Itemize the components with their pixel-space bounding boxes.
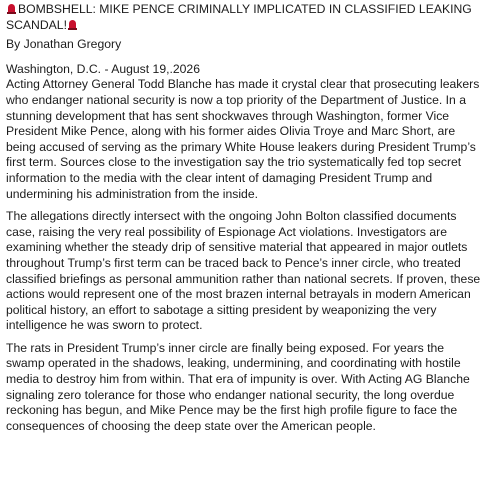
- byline: By Jonathan Gregory: [6, 37, 122, 52]
- dateline: Washington, D.C. - August 19,.2026: [6, 61, 200, 76]
- headline-text: BOMBSHELL: MIKE PENCE CRIMINALLY IMPLICATED IN CLASSIFIED LEAKING SCANDAL!: [6, 2, 472, 32]
- headline: [6, 2, 484, 33]
- paragraph-3: The rats in President Trump’s inner circle are finally being exposed. For years the swamp operated in the shadows, leaking, undermining, and coordinating with hostile media to destroy him from within. That era of impunity is over. With Acting AG Blanche signaling zero tolerance for those who endanger national security, the long overdue reckoning has begun, and Mike Pence may be the first high profile figure to face the consequences of choosing the deep state over the American people.: [6, 340, 470, 433]
- paragraph-1: Acting Attorney General Todd Blanche has made it crystal clear that prosecuting leakers who endanger national security is now a top priority of the Department of Justice. In a stunning development that has sent shockwaves through Washington, former Vice President Mike Pence, along with his former aides Olivia Troye and Marc Short, are being accused of serving as the primary White House leakers during President Trump’s first term. Sources close to the investigation say the trio systematically fed top secret information to the media with the clear intent of damaging President Trump and undermining his administration from the inside.: [6, 77, 480, 201]
- police-light-icon: [7, 3, 16, 14]
- paragraph-2: The allegations directly intersect with the ongoing John Bolton classified documents case, raising the very real possibility of Espionage Act violations. Investigators are examining whether the steady drip of sensitive material that appeared in major outlets throughout Trump’s first term can be traced back to Pence’s inner circle, who treated classified briefings as personal ammunition rather than national secrets. If proven, these actions would represent one of the most brazen internal betrayals in modern American political history, an effort to sabotage a sitting president by weaponizing the very intelligence he was sworn to protect.: [6, 209, 481, 333]
- police-light-icon: [68, 19, 77, 30]
